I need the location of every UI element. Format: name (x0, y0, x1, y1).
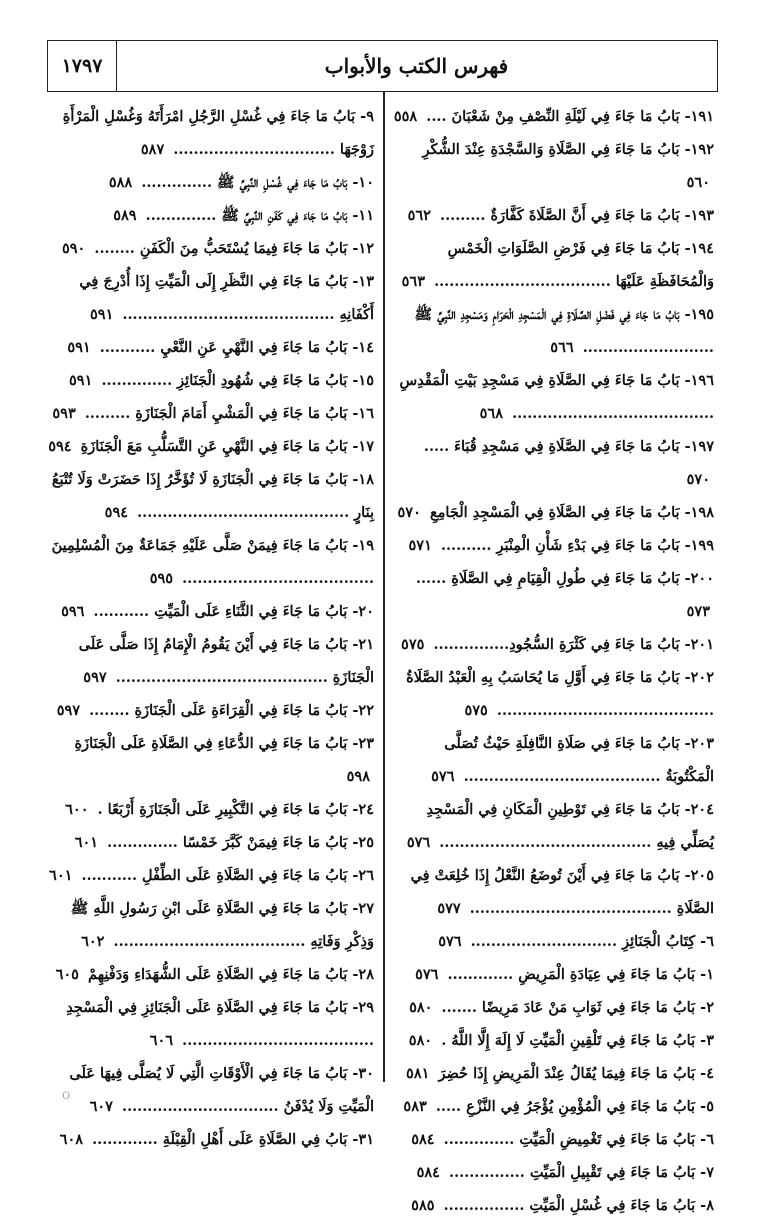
entry-page: ٥٧٠ (686, 471, 710, 488)
toc-entry (392, 793, 714, 859)
entry-text: بَابُ مَا جَاءَ فِي شُهُودِ الْجَنَائِزِ .............. (101, 372, 348, 389)
entry-text: بَابُ مَا جَاءَ فِي الصَّلَاةِ فِي مَسْجِدِ قُبَاءَ ..... (423, 438, 680, 455)
entry-number: ١٥- (352, 372, 374, 389)
entry-text: بَابُ مَا جَاءَ فِي التَّكْبِيرِ عَلَى الْجَنَازَةِ أَرْبَعًا . (97, 801, 348, 818)
toc-entry (48, 694, 374, 727)
entry-page: ٦٠٢ (81, 933, 105, 950)
entry-number: ١٦- (352, 405, 374, 422)
entry-text: بَابُ مَا جَاءَ فِي الْمُؤْمِنِ يُؤْجَرُ فِي النَّزْعِ ..... (435, 1098, 696, 1115)
entry-page: ٥٨٠ (408, 1032, 433, 1049)
entry-text: بَابُ مَا جَاءَ فِيمَنْ صَلَّى عَلَيْهِ جَمَاعَةٌ مِنَ الْمُسْلِمِينَ ...................................... (51, 537, 374, 587)
entry-page: ٥٩١ (69, 372, 93, 389)
entry-number: ٢٦- (352, 867, 374, 884)
entry-page: ٥٧٣ (686, 603, 710, 620)
entry-number: ١٩٦- (684, 372, 714, 389)
entry-page: ٥٧٧ (437, 900, 461, 917)
toc-entry (48, 199, 374, 232)
right-column (392, 100, 714, 1214)
entry-number: ٢٢- (352, 702, 374, 719)
page-number: ١٧٩٧ (48, 41, 117, 91)
entry-page: ٥٩٧ (56, 702, 81, 719)
entry-text: بَابُ مَا جَاءَ فِي أَوَّلِ مَا يُحَاسَبُ بِهِ الْعَبْدُ الصَّلَاةُ ........................................... (406, 669, 714, 719)
entry-text: كِتَابُ الْجَنَائِزِ ............................. (470, 933, 696, 950)
entry-number: ٣١- (352, 1131, 374, 1148)
entry-text: بَابُ مَا جَاءَ فِي الْقِرَاءَةِ عَلَى الْجَنَازَةِ ........ (89, 702, 348, 719)
toc-entry (392, 430, 714, 496)
entry-text: بَابُ مَا جَاءَ فِي تَوْطِينِ الْمَكَانِ فِي الْمَسْجِدِ يُصَلِّي فِيهِ .......................................... (426, 801, 714, 851)
entry-text: بَابُ فِي الصَّلَاةِ عَلَى أَهْلِ الْقِبْلَةِ ............. (92, 1131, 348, 1148)
entry-number: ٢٠٥- (684, 867, 714, 884)
entry-number: ٣- (700, 1032, 714, 1049)
entry-page: ٥٨٣ (403, 1098, 427, 1115)
toc-entry (392, 958, 714, 991)
toc-entry (48, 364, 374, 397)
toc-entry (392, 1057, 714, 1090)
entry-page: ٥٨٥ (411, 1197, 435, 1214)
toc-entry (392, 298, 714, 364)
entry-text: بَابُ مَا جَاءَ فِي الْمَشْيِ أَمَامَ الْجَنَازَةِ ......... (84, 405, 348, 422)
entry-page: ٥٦٣ (401, 273, 426, 290)
entry-number: ١٨- (352, 471, 374, 488)
entry-page: ٥٩٦ (61, 603, 85, 620)
entry-text: بَابُ مَا جَاءَ فِي الصَّلَاةِ فِي مَسْجِدِ بَيْتِ الْمَقْدِسِ ........................................ (399, 372, 714, 422)
entry-page: ٦٠٠ (65, 801, 89, 818)
entry-text: بَابُ مَا جَاءَ فِيمَا يُقَالُ عِنْدَ الْمَرِيضِ إِذَا حُضِرَ (438, 1065, 696, 1082)
entry-page: ٥٨١ (406, 1065, 430, 1082)
left-column (48, 100, 374, 1148)
toc-entry (48, 529, 374, 595)
entry-text: بَابُ مَا جَاءَ فِيمَنْ كَبَّرَ خَمْسًا .............. (107, 834, 348, 851)
entry-page: ٥٨٠ (409, 999, 433, 1016)
entry-text: بَابُ مَا جَاءَ فِي غُسْلِ الْمَيِّتِ ................ (443, 1197, 696, 1214)
entry-number: ٢- (700, 999, 714, 1016)
entry-number: ١- (700, 966, 714, 983)
entry-number: ٢٠١- (684, 636, 714, 653)
entry-page: ٥٨٤ (416, 1164, 440, 1181)
entry-number: ٢٠٣- (684, 735, 714, 752)
entry-page: ٥٧١ (408, 537, 432, 554)
toc-entry (48, 166, 374, 199)
entry-text: بَابُ مَا جَاءَ فِي الْجَنَازَةِ لَا تُؤَخَّرُ إِذَا حَضَرَتْ وَلَا تُتْبَعُ بِنَارٍ .......................................... (51, 471, 374, 521)
entry-text: بَابُ مَا جَاءَ فِي الصَّلَاةِ عَلَى الْجَنَائِزِ فِي الْمَسْجِدِ ...................................... (66, 999, 374, 1049)
entry-number: ١٢- (352, 240, 374, 257)
entry-text: بَابُ مَا جَاءَ فِي الصَّلَاةِ وَالسَّجْدَةِ عِنْدَ الشُّكْرِ (422, 141, 680, 158)
entry-page: ٥٦٢ (407, 207, 431, 224)
entry-page: ٥٩١ (90, 306, 114, 323)
entry-page: ٥٧٦ (431, 768, 455, 785)
entry-number: ٢٠٠- (684, 570, 714, 587)
entry-page: ٥٧٥ (464, 702, 488, 719)
toc-entry (392, 529, 714, 562)
entry-page: ٥٩١ (67, 339, 91, 356)
entry-page: ٥٧٥ (401, 636, 425, 653)
entry-text: بَابُ مَا جَاءَ فِي أَيْنَ تُوضَعُ النَّعْلُ إِذَا خُلِعَتْ فِي الصَّلَاةِ ........................................ (410, 867, 714, 917)
toc-entry (48, 430, 374, 463)
entry-page: ٥٩٧ (83, 669, 107, 686)
entry-page: ٥٩٣ (52, 405, 76, 422)
toc-entry (48, 232, 374, 265)
entry-text: بَابُ مَا جَاءَ فِي النَّظَرِ إِلَى الْمَيِّتِ إِذَا أُدْرِجَ فِي أَكْفَانِهِ .......................................... (79, 273, 374, 323)
entry-page: ٥٩٤ (48, 438, 72, 455)
entry-page: ٦٠٥ (55, 966, 79, 983)
toc-entry (48, 892, 374, 958)
toc-entry (392, 628, 714, 661)
entry-text: بَابُ مَا جَاءَ فِي الصَّلَاةِ عَلَى ابْنِ رَسُولِ اللَّهِ ﷺ وَذِكْرِ وَفَاتِهِ ...................................... (70, 900, 374, 950)
entry-number: ٢٣- (352, 735, 374, 752)
toc-entry (392, 100, 714, 133)
toc-entry (48, 265, 374, 331)
entry-number: ١٩٨- (684, 504, 714, 521)
entry-number: ٩- (360, 108, 374, 125)
toc-entry (392, 496, 714, 529)
toc-entry (392, 1189, 714, 1222)
entry-page: ٥٧٠ (397, 504, 421, 521)
entry-text: بَابُ مَا جَاءَ فِي الْأَوْقَاتِ الَّتِي لَا يُصَلَّى فِيهَا عَلَى الْمَيِّتِ وَلَا يُدْفَنُ ............................... (69, 1065, 374, 1115)
entry-number: ١٤- (352, 339, 374, 356)
entry-number: ٢٤- (352, 801, 374, 818)
entry-text: بَابُ مَا جَاءَ فِي صَلَاةِ النَّافِلَةِ حَيْثُ تُصَلَّى الْمَكْتُوبَةُ ....................................... (444, 735, 714, 785)
column-divider (383, 92, 385, 1082)
entry-number: ١٠- (352, 174, 374, 191)
entry-text: بَابُ مَا جَاءَ فِي لَيْلَةِ النِّصْفِ مِنْ شَعْبَانَ .... (426, 108, 680, 125)
entry-text: بَابُ مَا جَاءَ فِي طُولِ الْقِيَامِ فِي الصَّلَاةِ ...... (415, 570, 680, 587)
entry-text: بَابُ مَا جَاءَ فِيمَا يُسْتَحَبُّ مِنَ الْكَفَنِ ........ (94, 240, 348, 257)
entry-number: ٦- (700, 933, 714, 950)
entry-number: ٥- (700, 1098, 714, 1115)
toc-entry (48, 628, 374, 694)
entry-number: ١٩٢- (684, 141, 714, 158)
entry-number: ١٩٩- (684, 537, 714, 554)
toc-entry (392, 991, 714, 1024)
entry-page: ٥٧٦ (438, 933, 462, 950)
toc-entry (392, 199, 714, 232)
entry-number: ٢٧- (352, 900, 374, 917)
entry-page: ٥٥٨ (393, 108, 418, 125)
entry-page: ٦٠٨ (59, 1131, 84, 1148)
toc-entry (48, 463, 374, 529)
entry-text: بَابُ مَا جَاءَ فِي غُسْلِ الرَّجُلِ امْرَأَتَهُ وَغُسْلِ الْمَرْأَةِ زَوْجَهَا ................................ (62, 108, 374, 158)
entry-number: ٢٥- (352, 834, 374, 851)
entry-number: ٢٩- (352, 999, 374, 1016)
entry-number: ٣٠- (352, 1065, 374, 1082)
toc-entry (392, 727, 714, 793)
entry-page: ٥٦٠ (686, 174, 710, 191)
entry-page: ٦٠١ (74, 834, 99, 851)
entry-page: ٥٨٨ (108, 174, 133, 191)
entry-number: ٢١- (352, 636, 374, 653)
entry-text: بَابُ مَا جَاءَ فِي تَغْمِيضِ الْمَيِّتِ .............. (443, 1131, 696, 1148)
entry-text: بَابُ مَا جَاءَ فِي تَقْبِيلِ الْمَيِّتِ ............... (449, 1164, 696, 1181)
entry-number: ٢٠٢- (684, 669, 714, 686)
toc-entry (48, 991, 374, 1057)
entry-text: بَابُ مَا جَاءَ فِي أَيْنَ يَقُومُ الْإِمَامُ إِذَا صَلَّى عَلَى الْجَنَازَةِ .......................................... (78, 636, 374, 686)
entry-number: ٢٠- (352, 603, 374, 620)
entry-number: ٤- (700, 1065, 714, 1082)
toc-entry (48, 1123, 374, 1156)
entry-number: ٦- (700, 1131, 714, 1148)
entry-page: ٥٨٩ (113, 207, 137, 224)
entry-text: بَابُ مَا جَاءَ فِي النَّهْيِ عَنِ التَّسَلُّبِ مَعَ الْجَنَازَةِ (80, 438, 348, 455)
toc-entry (392, 1123, 714, 1156)
entry-page: ٥٩٠ (61, 240, 86, 257)
toc-entry (48, 331, 374, 364)
toc-entry (48, 958, 374, 991)
toc-entry (392, 562, 714, 628)
entry-number: ١٩٣- (684, 207, 714, 224)
entry-page: ٦٠١ (49, 867, 73, 884)
toc-entry (48, 595, 374, 628)
entry-number: ١٣- (352, 273, 374, 290)
entry-text: بَابُ مَا جَاءَ فِي كَثْرَةِ السُّجُودِ............... (433, 636, 680, 653)
toc-entry (392, 133, 714, 199)
entry-text: بَابُ مَا جَاءَ فِي الصَّلَاةِ عَلَى الشُّهَدَاءِ وَدَفْنِهِمْ (88, 966, 348, 983)
entry-text: بَابُ مَا جَاءَ فِي فَرْضِ الصَّلَوَاتِ الْخَمْسِ وَالْمُحَافَظَةِ عَلَيْهَا ................................... (434, 240, 714, 290)
entry-number: ٨- (700, 1197, 714, 1214)
entry-page: ٥٧٦ (415, 966, 439, 983)
toc-entry (48, 793, 374, 826)
entry-number: ١٩٤- (684, 240, 714, 257)
entry-number: ١١- (352, 207, 374, 224)
entry-text: بَابُ مَا جَاءَ فِي ثَوَابِ مَنْ عَادَ مَرِيضًا ....... (441, 999, 696, 1016)
entry-text: بَابُ مَا جَاءَ فِي الدُّعَاءِ فِي الصَّلَاةِ عَلَى الْجَنَازَةِ (74, 735, 348, 752)
entry-text: بَابُ مَا جَاءَ فِي تَلْقِينِ الْمَيِّتِ لَا إِلَهَ إِلَّا اللَّهُ . (441, 1032, 696, 1049)
entry-text: بَابُ مَا جَاءَ فِي الصَّلَاةِ فِي الْمَسْجِدِ الْجَامِعِ (429, 504, 680, 521)
entry-number: ١٩٥- (684, 306, 714, 323)
toc-entry (392, 364, 714, 430)
entry-text: بَابُ مَا جَاءَ فِي بَدْءِ شَأْنِ الْمِنْبَرِ .......... (440, 537, 680, 554)
section-heading (392, 925, 714, 958)
toc-entry (48, 1057, 374, 1123)
toc-entry (392, 1156, 714, 1189)
entry-text: بَابُ مَا جَاءَ فِي الصَّلَاةِ عَلَى الطِّفْلِ ........... (81, 867, 348, 884)
entry-page: ٥٦٨ (479, 405, 503, 422)
entry-text: بَابُ مَا جَاءَ فِي أَنَّ الصَّلَاةَ كَفَّارَةٌ ......... (440, 207, 680, 224)
page-title: فهرس الكتب والأبواب (324, 54, 509, 78)
entry-page: ٥٨٤ (411, 1131, 435, 1148)
toc-entry (392, 859, 714, 925)
entry-number: ٧- (700, 1164, 714, 1181)
entry-number: ٢٠٤- (684, 801, 714, 818)
entry-page: ٥٨٧ (140, 141, 165, 158)
toc-entry (48, 727, 374, 793)
entry-number: ١٩١- (684, 108, 714, 125)
header-frame (47, 40, 718, 92)
toc-entry (392, 661, 714, 727)
toc-entry (392, 1090, 714, 1123)
toc-entry (392, 1024, 714, 1057)
entry-page: ٥٩٤ (104, 504, 129, 521)
toc-entry (48, 859, 374, 892)
entry-page: ٥٩٨ (346, 768, 370, 785)
entry-page: ٥٦٦ (550, 339, 574, 356)
toc-entry (48, 397, 374, 430)
toc-entry (48, 826, 374, 859)
entry-text: بَابُ مَا جَاءَ فِي عِيَادَةِ الْمَرِيضِ ............. (447, 966, 696, 983)
entry-page: ٦٠٧ (89, 1098, 113, 1115)
entry-page: ٥٧٦ (406, 834, 431, 851)
entry-number: ٢٨- (352, 966, 374, 983)
entry-text: بَابُ مَا جَاءَ فِي الثَّنَاءِ عَلَى الْمَيِّتِ ........... (93, 603, 348, 620)
toc-entry (48, 100, 374, 166)
entry-text: بَابُ مَا جَاءَ فِي النَّهْيِ عَنِ النَّعْيِ ........... (99, 339, 348, 356)
entry-number: ١٩٧- (684, 438, 714, 455)
entry-page: ٦٠٦ (149, 1032, 174, 1049)
entry-page: ٥٩٥ (149, 570, 174, 587)
entry-text: بَابُ مَا جَاءَ فِي كَفَنِ النَّبِيِّ ﷺ .............. (145, 207, 348, 224)
bottom-mark: O (62, 1091, 71, 1102)
entry-text: بَابُ مَا جَاءَ فِي فَضْلِ الصَّلَاةِ فِي الْمَسْجِدِ الْحَرَامِ وَمَسْجِدِ النَّبِيِّ ﷺ .......................... (414, 306, 714, 356)
entry-text: بَابُ مَا جَاءَ فِي غُسْلِ النَّبِيِّ ﷺ .............. (141, 174, 348, 191)
entry-number: ١٧- (352, 438, 374, 455)
entry-number: ١٩- (352, 537, 374, 554)
toc-entry (392, 232, 714, 298)
